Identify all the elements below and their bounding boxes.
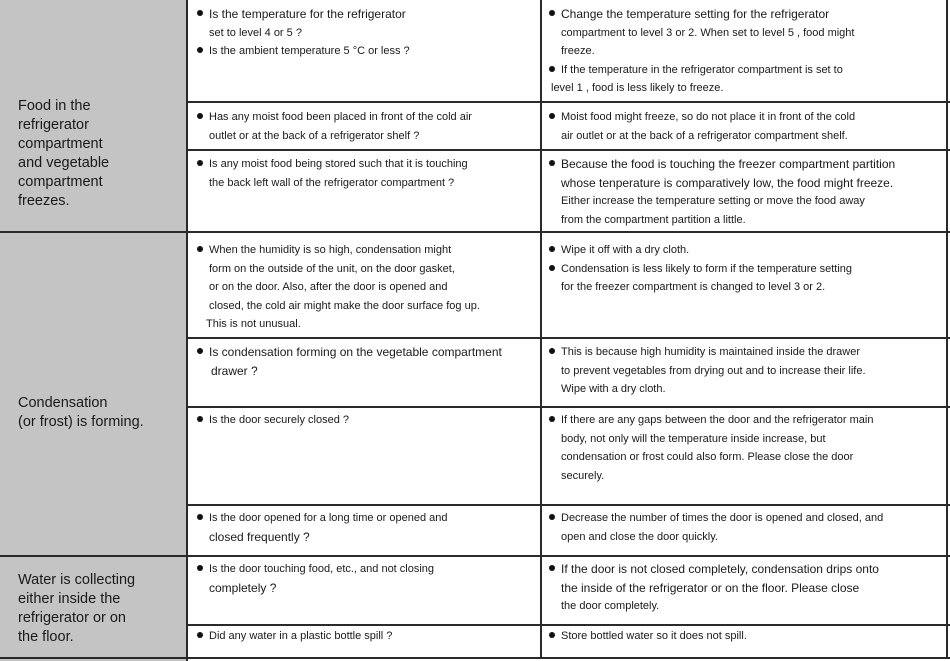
check-cell bbox=[197, 241, 480, 334]
bullet-icon bbox=[549, 514, 555, 520]
check-cell bbox=[197, 411, 349, 430]
bullet-icon bbox=[549, 10, 555, 16]
category-cell-freezing bbox=[0, 0, 188, 233]
table-bottom-border bbox=[0, 657, 950, 659]
remedy-cell bbox=[549, 509, 883, 546]
remedy-line: open and close the door quickly. bbox=[561, 530, 718, 543]
check-line: Is the temperature for the refrigerator bbox=[197, 5, 410, 24]
row-divider bbox=[188, 101, 950, 103]
check-line: When the humidity is so high, condensation might bbox=[197, 241, 480, 260]
remedy-line: Because the food is touching the freezer compartment partition bbox=[549, 155, 895, 174]
remedy-line: from the compartment partition a little. bbox=[561, 213, 746, 226]
remedy-line: If the temperature in the refrigerator compartment is set to bbox=[549, 61, 854, 80]
bullet-icon bbox=[549, 632, 555, 638]
remedy-line: condensation or frost could also form. Please close the door bbox=[561, 451, 854, 464]
remedy-line: securely. bbox=[561, 469, 605, 482]
bullet-icon bbox=[549, 66, 555, 72]
row-divider bbox=[188, 149, 950, 151]
remedy-line: for the freezer compartment is changed to level 3 or 2. bbox=[561, 281, 826, 294]
bullet-icon bbox=[197, 514, 203, 520]
bullet-icon bbox=[197, 348, 203, 354]
check-line: drawer ? bbox=[211, 363, 258, 378]
bullet-icon bbox=[197, 113, 203, 119]
category-label-freezing: Food in the refrigerator compartment and vegetable compartment freezes. bbox=[18, 98, 110, 209]
category-label-condensation: Condensation (or frost) is forming. bbox=[18, 395, 144, 430]
check-line: completely ? bbox=[209, 580, 277, 595]
bullet-icon bbox=[197, 416, 203, 422]
check-line: Did any water in a plastic bottle spill ? bbox=[197, 627, 392, 646]
check-cell bbox=[197, 509, 448, 546]
check-cell bbox=[197, 108, 472, 145]
check-cell bbox=[197, 627, 392, 646]
remedy-line: whose tenperature is comparatively low, the food might freeze. bbox=[561, 175, 894, 190]
bullet-icon bbox=[549, 565, 555, 571]
check-cell bbox=[197, 560, 434, 597]
remedy-line: If there are any gaps between the door and the refrigerator main bbox=[549, 411, 873, 430]
bullet-icon bbox=[197, 47, 203, 53]
check-cell bbox=[197, 5, 410, 61]
remedy-cell bbox=[549, 411, 873, 485]
remedy-line: to prevent vegetables from drying out and to increase their life. bbox=[561, 364, 866, 377]
remedy-line: This is because high humidity is maintained inside the drawer bbox=[549, 343, 866, 362]
remedy-cell bbox=[549, 108, 855, 145]
remedy-cell bbox=[549, 627, 747, 646]
category-cell-water bbox=[0, 556, 188, 661]
group-divider bbox=[0, 555, 950, 557]
remedy-line: If the door is not closed completely, condensation drips onto bbox=[549, 560, 879, 579]
check-line: Is the door opened for a long time or opened and bbox=[197, 509, 448, 528]
bullet-icon bbox=[197, 160, 203, 166]
remedy-line: Store bottled water so it does not spill. bbox=[549, 627, 747, 646]
remedy-line: body, not only will the temperature inside increase, but bbox=[561, 432, 826, 445]
remedy-line: level 1 , food is less likely to freeze. bbox=[551, 82, 724, 95]
bullet-icon bbox=[549, 160, 555, 166]
bullet-icon bbox=[549, 348, 555, 354]
row-divider bbox=[188, 624, 950, 626]
remedy-line: freeze. bbox=[561, 45, 595, 58]
check-line: Is any moist food being stored such that it is touching bbox=[197, 155, 468, 174]
remedy-line: the inside of the refrigerator or on the floor. Please close bbox=[561, 580, 860, 595]
bullet-icon bbox=[197, 10, 203, 16]
remedy-line: Condensation is less likely to form if the temperature setting bbox=[549, 260, 852, 279]
category-cell-condensation bbox=[0, 233, 188, 556]
remedy-cell bbox=[549, 560, 879, 616]
bullet-icon bbox=[197, 632, 203, 638]
check-line: Is the door touching food, etc., and not closing bbox=[197, 560, 434, 579]
bullet-icon bbox=[197, 565, 203, 571]
remedy-line: Either increase the temperature setting or move the food away bbox=[561, 195, 865, 208]
check-line: or on the door. Also, after the door is opened and bbox=[209, 281, 448, 294]
remedy-cell bbox=[549, 343, 866, 399]
remedy-cell bbox=[549, 155, 895, 229]
remedy-line: Moist food might freeze, so do not place it in front of the cold bbox=[549, 108, 855, 127]
group-divider bbox=[0, 231, 950, 233]
check-line: closed, the cold air might make the door surface fog up. bbox=[209, 299, 480, 312]
remedy-line: compartment to level 3 or 2. When set to level 5 , food might bbox=[561, 26, 855, 39]
bullet-icon bbox=[549, 246, 555, 252]
remedy-line: the door completely. bbox=[561, 600, 660, 613]
check-cell bbox=[197, 155, 468, 192]
category-label-water: Water is collecting either inside the refrigerator or on the floor. bbox=[18, 572, 136, 645]
table-right-border bbox=[946, 0, 948, 659]
row-divider bbox=[188, 504, 950, 506]
check-line: Has any moist food been placed in front of the cold air bbox=[197, 108, 472, 127]
remedy-line: Change the temperature setting for the refrigerator bbox=[549, 5, 854, 24]
bullet-icon bbox=[197, 246, 203, 252]
bullet-icon bbox=[549, 416, 555, 422]
remedy-line: air outlet or at the back of a refrigerator compartment shelf. bbox=[561, 129, 848, 142]
remedy-line: Wipe it off with a dry cloth. bbox=[549, 241, 852, 260]
check-line: This is not unusual. bbox=[206, 318, 301, 331]
bullet-icon bbox=[549, 265, 555, 271]
remedy-line: Wipe with a dry cloth. bbox=[561, 383, 666, 396]
row-divider bbox=[188, 337, 950, 339]
remedy-line: Decrease the number of times the door is opened and closed, and bbox=[549, 509, 883, 528]
row-divider bbox=[188, 406, 950, 408]
check-line: Is the ambient temperature 5 °C or less ? bbox=[197, 42, 410, 61]
remedy-cell bbox=[549, 5, 854, 98]
bullet-icon bbox=[549, 113, 555, 119]
check-cell bbox=[197, 343, 502, 380]
check-line: form on the outside of the unit, on the door gasket, bbox=[209, 262, 455, 275]
remedy-cell bbox=[549, 241, 852, 297]
check-line: set to level 4 or 5 ? bbox=[209, 26, 302, 39]
check-line: closed frequently ? bbox=[209, 529, 310, 544]
column-divider bbox=[540, 0, 542, 659]
check-line: Is the door securely closed ? bbox=[197, 411, 349, 430]
check-line: the back left wall of the refrigerator compartment ? bbox=[209, 176, 455, 189]
check-line: Is condensation forming on the vegetable compartment bbox=[197, 343, 502, 362]
check-line: outlet or at the back of a refrigerator shelf ? bbox=[209, 129, 420, 142]
